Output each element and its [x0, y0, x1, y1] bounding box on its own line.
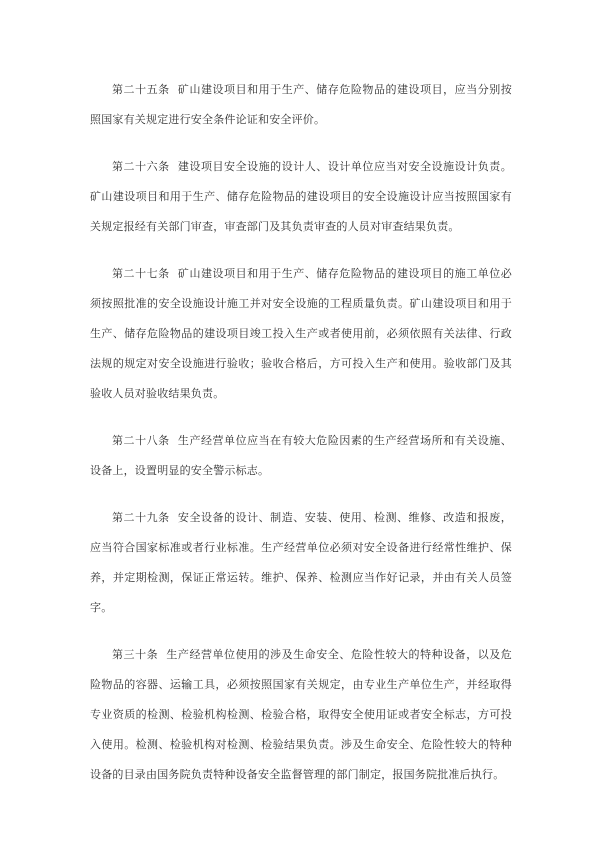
article-body-text: 生产经营单位使用的涉及生命安全、危险性较大的特种设备，以及危险物品的容器、运输工具，必须按照国家有关规定，由专业生产单位生产，并经取得专业资质的检测、检验机构检测、检验合格，取得安全使用证或者安全标志，方可投入使用。检测、检验机构对检测、检验结果负责。涉及生命安全、危险性较大的特种设备的目录由国务院负责特种设备安全监督管理的部门制定，报国务院批准后执行。: [90, 649, 512, 781]
article-paragraph-28: [90, 426, 512, 486]
article-number: 第二十六条: [112, 161, 170, 173]
article-number: 第二十九条: [112, 512, 170, 524]
article-paragraph-27: [90, 259, 512, 409]
article-body-text: 安全设备的设计、制造、安装、使用、检测、维修、改造和报废，应当符合国家标准或者行业标准。生产经营单位必须对安全设备进行经常性维护、保养，并定期检测，保证正常运转。维护、保养、检测应当作好记录，并由有关人员签字。: [90, 512, 512, 614]
article-number: 第二十五条: [112, 84, 170, 96]
article-body-text: 矿山建设项目和用于生产、储存危险物品的建设项目，应当分别按照国家有关规定进行安全条件论证和安全评价。: [90, 84, 512, 126]
article-body-text: 矿山建设项目和用于生产、储存危险物品的建设项目的施工单位必须按照批准的安全设施设计施工并对安全设施的工程质量负责。矿山建设项目和用于生产、储存危险物品的建设项目竣工投入生产或者使用前，必须依照有关法律、行政法规的规定对安全设施进行验收；验收合格后，方可投入生产和使用。验收部门及其验收人员对验收结果负责。: [90, 268, 512, 400]
article-body-text: 生产经营单位应当在有较大危险因素的生产经营场所和有关设施、设备上，设置明显的安全警示标志。: [90, 435, 512, 477]
article-paragraph-25: [90, 75, 512, 135]
article-paragraph-30: [90, 640, 512, 790]
article-paragraph-29: [90, 503, 512, 623]
article-number: 第二十七条: [112, 268, 170, 280]
article-body-text: 建设项目安全设施的设计人、设计单位应当对安全设施设计负责。矿山建设项目和用于生产、储存危险物品的建设项目的安全设施设计应当按照国家有关规定报经有关部门审查，审查部门及其负责审查的人员对审查结果负责。: [90, 161, 512, 233]
article-number: 第二十八条: [112, 435, 170, 447]
article-paragraph-26: [90, 152, 512, 242]
article-number: 第三十条: [112, 649, 159, 661]
